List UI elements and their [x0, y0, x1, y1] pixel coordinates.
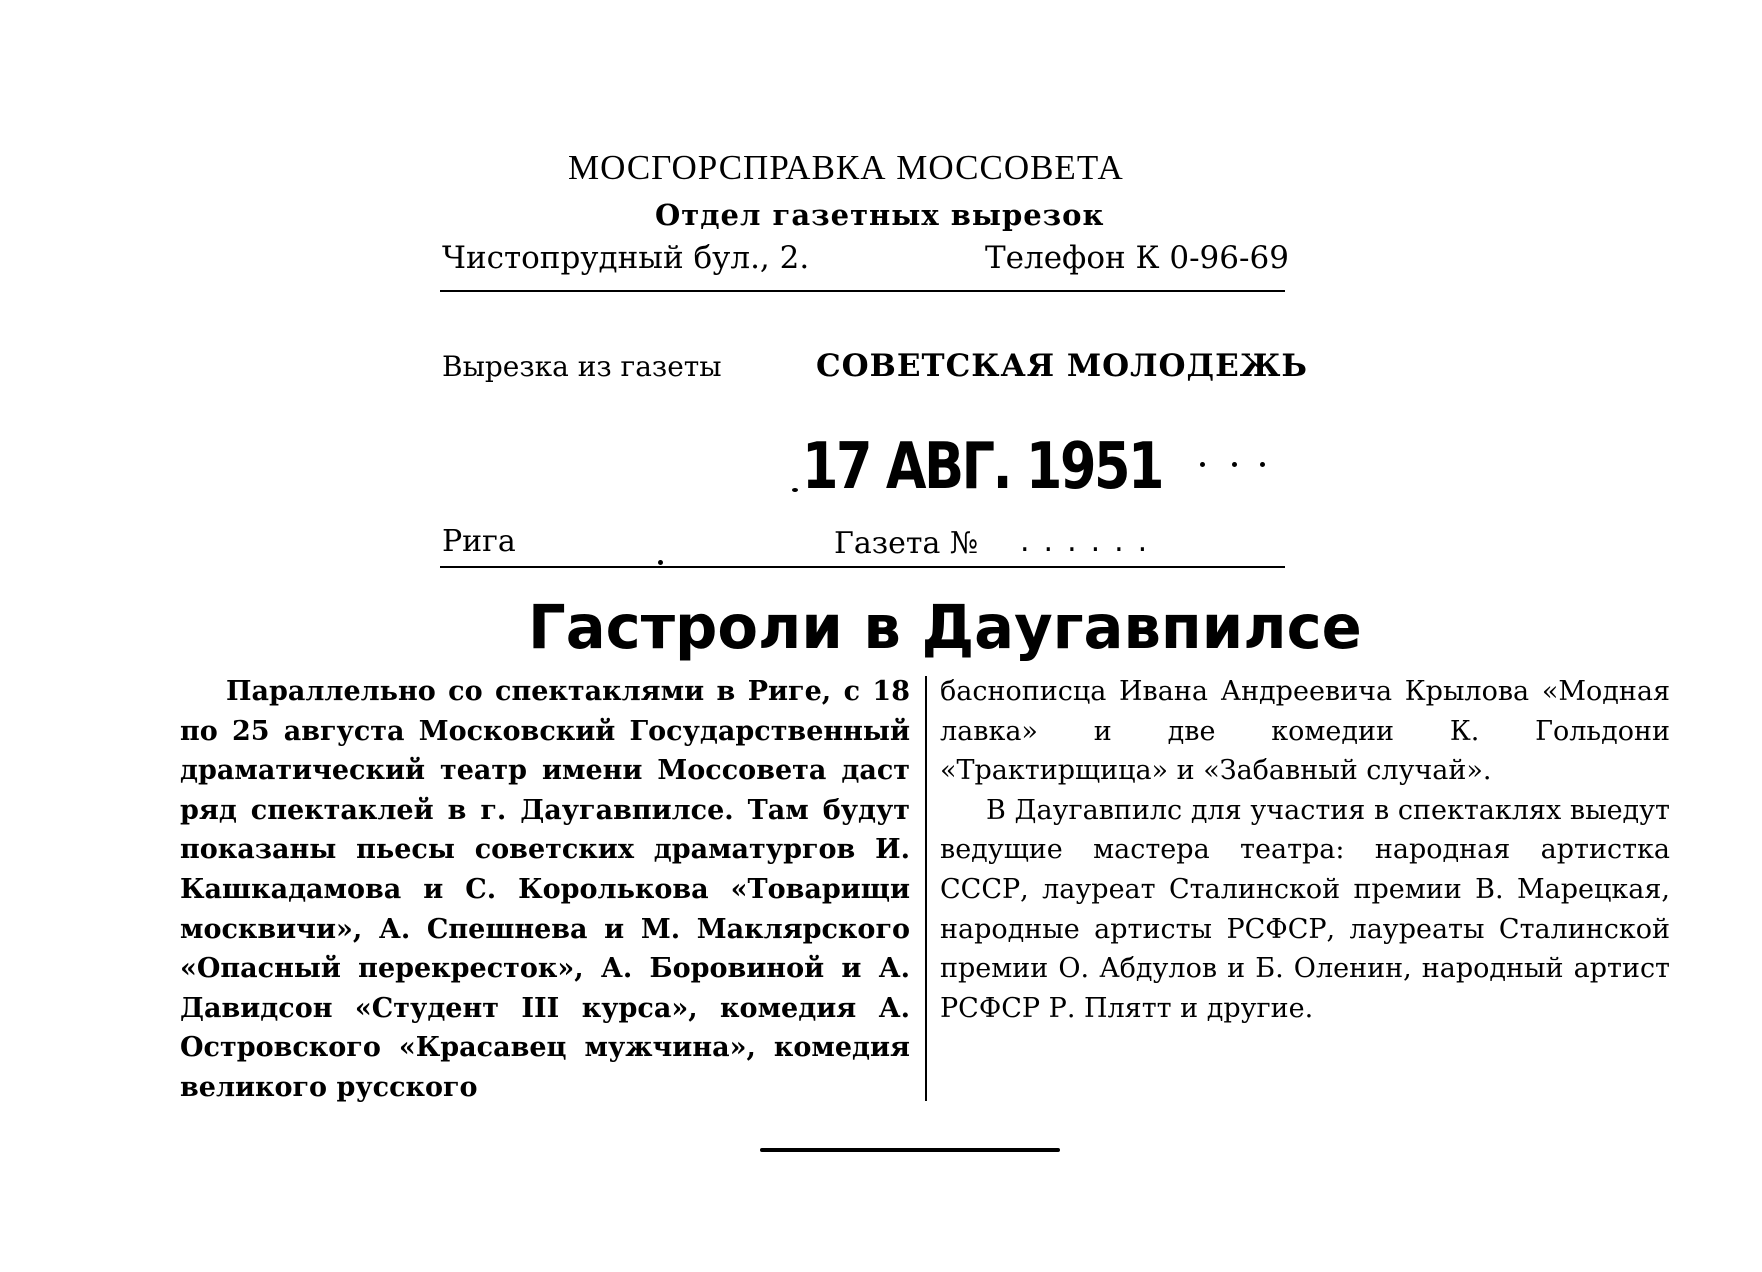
phone-number: Телефон К 0-96-69 — [985, 240, 1289, 276]
clipping-label: Вырезка из газеты — [442, 350, 722, 383]
ink-speck — [1200, 462, 1205, 467]
ink-speck — [1232, 462, 1237, 467]
ink-speck — [1260, 462, 1265, 467]
article-end-rule — [760, 1148, 1060, 1152]
clipping-divider — [440, 566, 1285, 568]
article-headline: Гастроли в Даугавпилсе — [528, 592, 1362, 663]
issue-number-blank: ...... — [1020, 524, 1162, 559]
organization-name: МОСГОРСПРАВКА МОССОВЕТА — [568, 148, 1124, 187]
article-left-column: Параллельно со спектаклями в Риге, с 18 по 25 августа Московский Государственный драматический театр имени Моссовета даст ряд спектаклей в г. Даугавпилсе. Там будут показаны пьесы советских драматургов И. Кашкадамова и С. Королькова «Товарищи москвичи», А. Спешнева и М. Маклярского «Опасный перекресток», А. Боровиной и А. Давидсон «Студент III курса», комедия А. Островского «Красавец мужчина», комедия великого русского — [180, 676, 910, 1103]
department-name: Отдел газетных вырезок — [655, 198, 1105, 232]
city: Рига — [442, 524, 516, 559]
column-divider — [925, 676, 927, 1101]
newspaper-name: СОВЕТСКАЯ МОЛОДЕЖЬ — [816, 348, 1309, 384]
ink-speck — [658, 560, 663, 565]
date-stamp: 17 АВГ. 1951 — [802, 430, 1163, 504]
article-paragraph: баснописца Ивана Андреевича Крылова «Модная лавка» и две комедии К. Гольдони «Трактирщица» и «Забавный случай». — [940, 676, 1670, 787]
article-right-column — [940, 672, 1670, 1028]
ink-speck — [792, 488, 798, 492]
header-divider — [440, 290, 1285, 292]
address: Чистопрудный бул., 2. — [442, 240, 810, 276]
article-paragraph: В Даугавпилс для участия в спектаклях выедут ведущие мастера театра: народная артистка СССР, лауреат Сталинской премии В. Марецкая, народные артисты РСФСР, лауреаты Сталинской премии О. Абдулов и Б. Оленин, народный артист РСФСР Р. Плятт и другие. — [940, 794, 1670, 1024]
issue-label: Газета № — [834, 526, 979, 561]
